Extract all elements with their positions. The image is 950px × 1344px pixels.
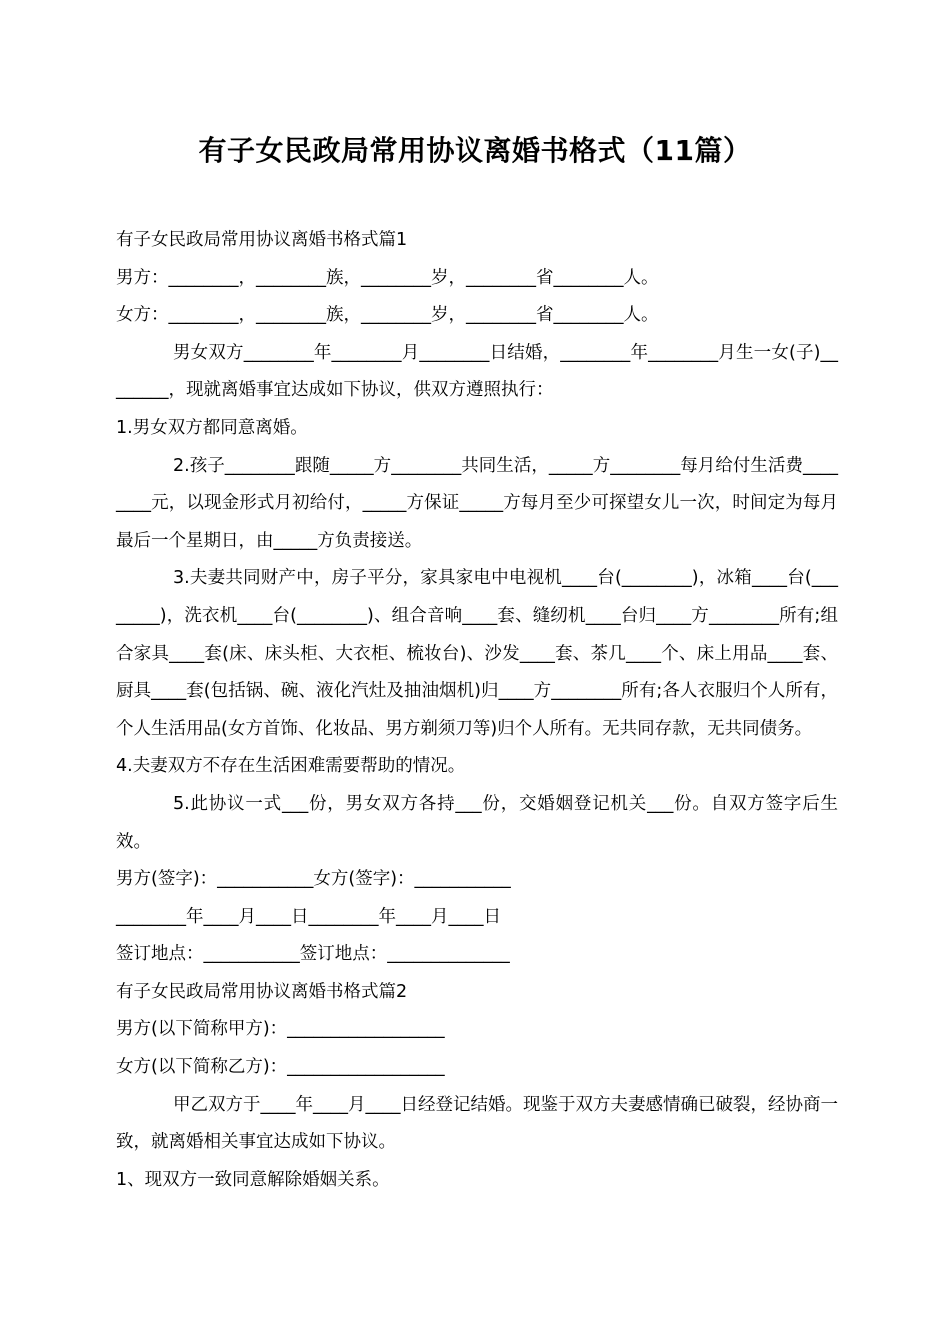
marriage-paragraph: 男女双方________年________月________日结婚，________年________月生一女(子)________，现就离婚事宜达成如下协议，供双方遵照执行：: [116, 342, 838, 401]
clause-3: 3.夫妻共同财产中，房子平分，家具家电中电视机____台(________)，冰箱____台(________)，洗衣机____台(________)、组合音响____套、缝纫机____台归____方________所有;组合家具____套(床、床头柜、大衣柜、梳妆台)、沙发____套、茶几____个、床上用品____套、厨具____套(包括锅、碗、液化汽灶及抽油烟机)归____方________所有;各人衣服归个人所有，个人生活用品(女方首饰、化妆品、男方剃须刀等)归个人所有。无共同存款，无共同债务。: [116, 568, 838, 739]
date-line: ________年____月____日________年____月____日: [116, 906, 501, 927]
document-body: [116, 222, 838, 1199]
signing-place-line: 签订地点：___________签订地点：______________: [116, 944, 510, 965]
clause-4: 4.夫妻双方不存在生活困难需要帮助的情况。: [116, 756, 466, 777]
party-b-line: 女方(以下简称乙方)：__________________: [116, 1057, 445, 1078]
clause-5: 5.此协议一式___份，男女双方各持___份，交婚姻登记机关___份。自双方签字后生效。: [116, 793, 838, 852]
section2-clause-1: 1、现双方一致同意解除婚姻关系。: [116, 1169, 390, 1190]
female-info-line: 女方：________，________族，________岁，________省________人。: [116, 305, 659, 326]
document-title: 有子女民政局常用协议离婚书格式（11篇）: [198, 134, 752, 167]
section-heading-2: 有子女民政局常用协议离婚书格式篇2: [116, 981, 408, 1002]
clause-2: 2.孩子________跟随_____方________共同生活，_____方________每月给付生活费________元，以现金形式月初给付，_____方保证_____方每月至少可探望女儿一次，时间定为每月最后一个星期日，由_____方负责接送。: [116, 455, 838, 551]
clause-1: 1.男女双方都同意离婚。: [116, 417, 308, 438]
male-info-line: 男方：________，________族，________岁，________省________人。: [116, 267, 659, 288]
registration-paragraph: 甲乙双方于____年____月____日经登记结婚。现鉴于双方夫妻感情确已破裂，经协商一致，就离婚相关事宜达成如下协议。: [116, 1094, 838, 1153]
party-a-line: 男方(以下简称甲方)：__________________: [116, 1019, 445, 1040]
signature-line: 男方(签字)：___________女方(签字)：___________: [116, 869, 511, 890]
section-heading-1: 有子女民政局常用协议离婚书格式篇1: [116, 230, 408, 250]
